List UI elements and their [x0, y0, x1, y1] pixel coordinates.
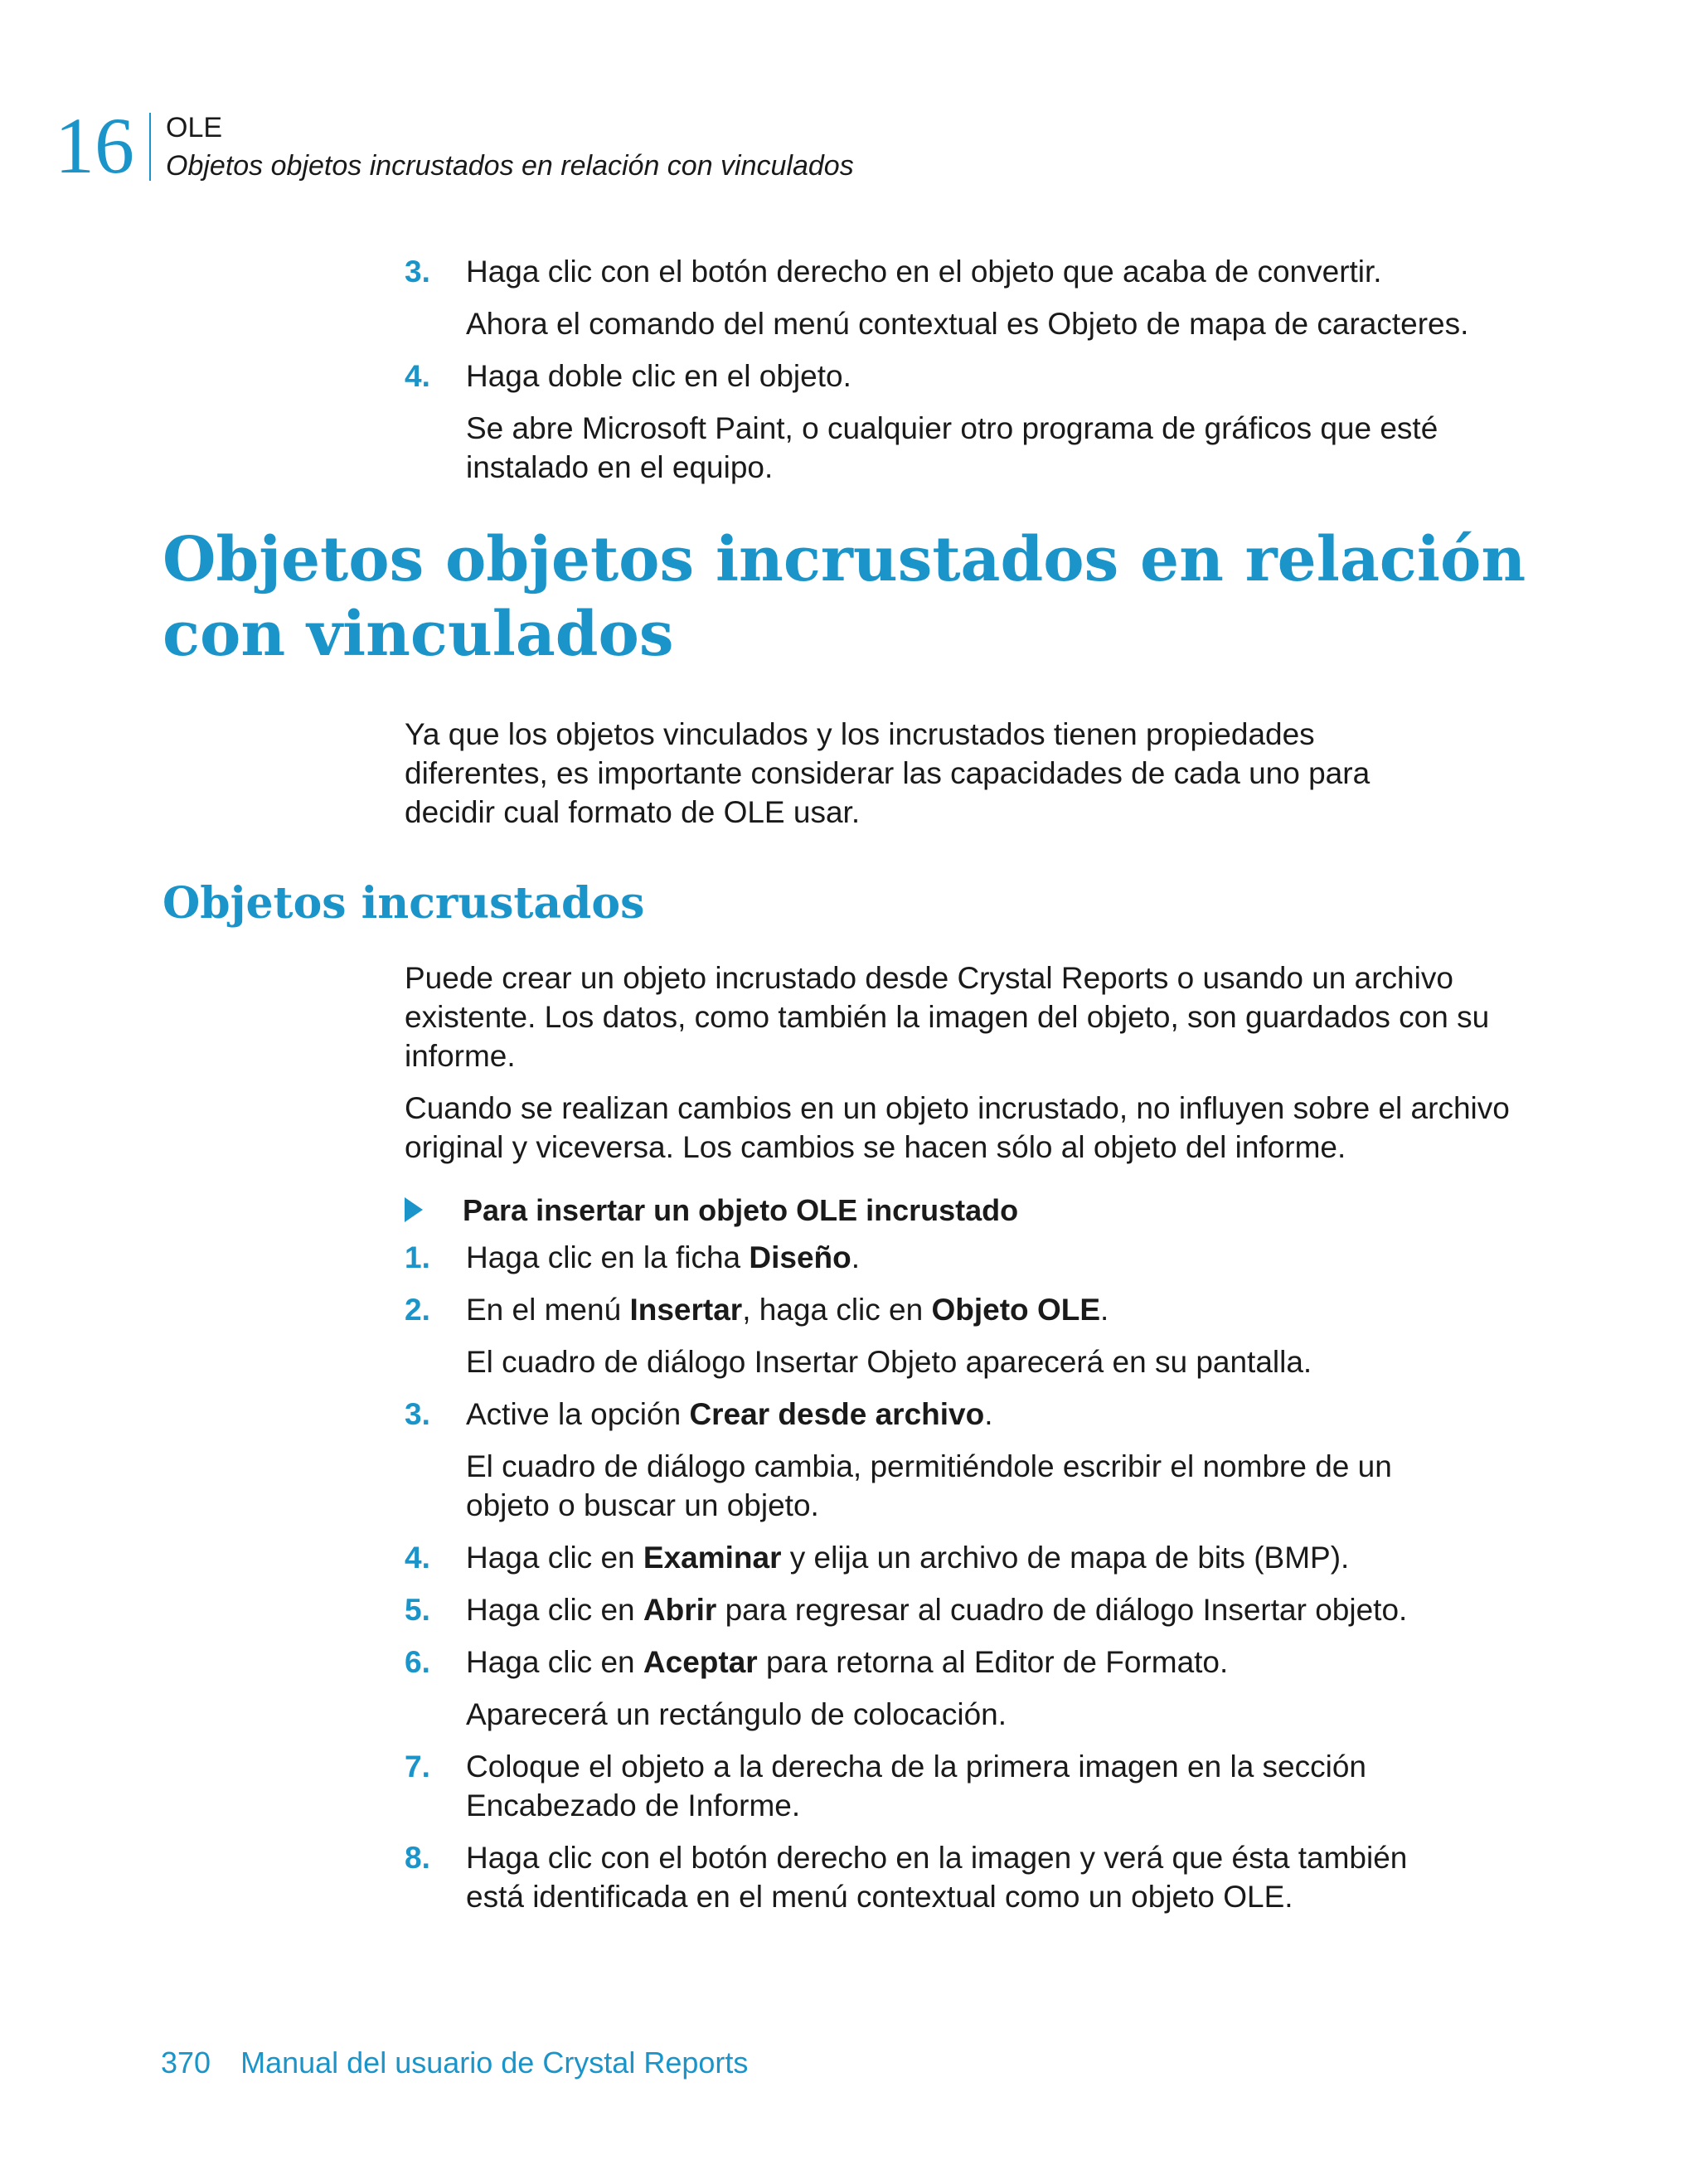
- step-text-bold: Insertar: [629, 1293, 743, 1327]
- step-note: El cuadro de diálogo Insertar Objeto aparecerá en su pantalla.: [466, 1345, 1312, 1379]
- step-text-plain: , haga clic en: [742, 1293, 932, 1327]
- procedure-title-text: Para insertar un objeto OLE incrustado: [463, 1193, 1019, 1227]
- step-text-plain: para retorna al Editor de Formato.: [757, 1645, 1229, 1679]
- step-number: 4.: [405, 1541, 430, 1575]
- step-text-bold: Aceptar: [643, 1645, 758, 1679]
- step-text-plain: y elija un archivo de mapa de bits (BMP).: [781, 1541, 1350, 1575]
- step-text-plain: para regresar al cuadro de diálogo Insertar objeto.: [716, 1593, 1408, 1627]
- step-number: 7.: [405, 1750, 430, 1784]
- subsection-paragraph: Puede crear un objeto incrustado desde Crystal Reports o usando un archivo existente. Los datos, como también la imagen del objeto, son guardados con su informe.: [405, 961, 1490, 1073]
- chapter-number: 16: [55, 101, 134, 190]
- step-text: [466, 1395, 1511, 1434]
- chapter-title: OLE: [166, 112, 223, 143]
- page-footer: [161, 2045, 748, 2081]
- step-text-plain: Haga clic en: [466, 1645, 643, 1679]
- step-text: [466, 1538, 1511, 1577]
- step-text: Haga doble clic en el objeto.: [466, 359, 851, 393]
- subsection-paragraph: Cuando se realizan cambios en un objeto incrustado, no influyen sobre el archivo original y viceversa. Los cambios se hacen sólo al objeto del informe.: [405, 1091, 1510, 1164]
- step-text: Coloque el objeto a la derecha de la primera imagen en la sección Encabezado de Informe.: [466, 1750, 1367, 1822]
- step-text: [466, 1238, 1511, 1277]
- step-text-plain: Haga clic en: [466, 1541, 643, 1575]
- step-text: Haga clic con el botón derecho en el objeto que acaba de convertir.: [466, 255, 1382, 289]
- header-divider: [149, 113, 151, 181]
- step-text-plain: Haga clic en la ficha: [466, 1240, 750, 1274]
- step-note: Aparecerá un rectángulo de colocación.: [466, 1697, 1007, 1731]
- step-note: Ahora el comando del menú contextual es Objeto de mapa de caracteres.: [466, 307, 1469, 341]
- step-text-bold: Diseño: [749, 1240, 851, 1274]
- step-number: 3.: [405, 1397, 430, 1431]
- step-note: Se abre Microsoft Paint, o cualquier otro programa de gráficos que esté instalado en el equipo.: [466, 411, 1438, 484]
- step-text: [466, 1643, 1511, 1682]
- step-text-bold: Crear desde archivo: [689, 1397, 985, 1431]
- step-number: 4.: [405, 359, 430, 393]
- step-text-plain: .: [984, 1397, 993, 1431]
- step-number: 2.: [405, 1293, 430, 1327]
- step-note: El cuadro de diálogo cambia, permitiéndole escribir el nombre de un objeto o buscar un objeto.: [466, 1449, 1392, 1522]
- step-number: 8.: [405, 1841, 430, 1875]
- section-heading: Objetos objetos incrustados en relación con vinculados: [163, 524, 1526, 670]
- step-text: Haga clic con el botón derecho en la imagen y verá que ésta también está identificada en el menú contextual como un objeto OLE.: [466, 1841, 1408, 1914]
- step-text-plain: En el menú: [466, 1293, 630, 1327]
- triangle-bullet-icon: [405, 1197, 423, 1222]
- section-paragraph: Ya que los objetos vinculados y los incrustados tienen propiedades diferentes, es importante considerar las capacidades de cada uno para decidir cual formato de OLE usar.: [405, 717, 1371, 829]
- step-text: [466, 1290, 1511, 1329]
- step-number: 5.: [405, 1593, 430, 1627]
- step-number: 6.: [405, 1645, 430, 1679]
- step-text-plain: Haga clic en: [466, 1593, 643, 1627]
- step-number: 3.: [405, 255, 430, 289]
- step-text: [466, 1590, 1511, 1629]
- page-number: 370: [161, 2046, 211, 2080]
- subsection-heading: Objetos incrustados: [163, 878, 645, 929]
- step-text-bold: Abrir: [643, 1593, 717, 1627]
- step-text-bold: Objeto OLE: [931, 1293, 1100, 1327]
- step-number: 1.: [405, 1240, 430, 1274]
- step-text-plain: .: [851, 1240, 861, 1274]
- step-text-plain: .: [1100, 1293, 1109, 1327]
- procedure-title: [405, 1191, 1018, 1230]
- step-text-bold: Examinar: [643, 1541, 782, 1575]
- step-text-plain: Active la opción: [466, 1397, 690, 1431]
- manual-title: Manual del usuario de Crystal Reports: [240, 2046, 749, 2080]
- section-subtitle: Objetos objetos incrustados en relación con vinculados: [166, 150, 854, 182]
